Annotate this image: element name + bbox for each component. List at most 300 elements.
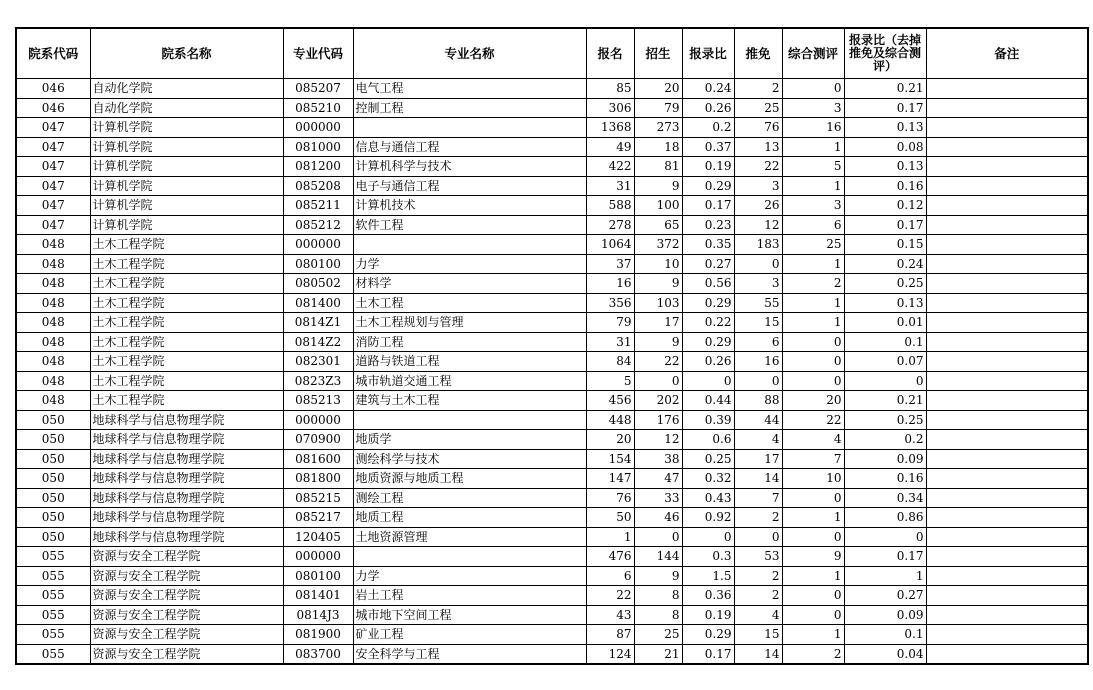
cell-adjusted-ratio: 0.21 [844,79,926,99]
cell-dept-name: 自动化学院 [90,98,283,118]
cell-major-code: 081401 [283,586,353,606]
cell-adjusted-ratio: 1 [844,566,926,586]
cell-ratio: 0.22 [682,313,734,333]
cell-evaluation: 7 [782,449,844,469]
cell-remarks [926,469,1088,489]
cell-major-name: 测绘工程 [353,488,586,508]
cell-applicants: 154 [586,449,634,469]
cell-evaluation: 1 [782,625,844,645]
cell-evaluation: 1 [782,293,844,313]
cell-evaluation: 22 [782,410,844,430]
cell-recommended: 0 [734,527,782,547]
cell-enrollment: 8 [634,586,682,606]
cell-ratio: 0.17 [682,196,734,216]
cell-evaluation: 6 [782,215,844,235]
cell-recommended: 2 [734,586,782,606]
cell-applicants: 79 [586,313,634,333]
cell-major-name [353,235,586,255]
cell-adjusted-ratio: 0.12 [844,196,926,216]
cell-dept-code: 050 [16,488,90,508]
header-ratio: 报录比 [682,28,734,79]
cell-remarks [926,547,1088,567]
cell-recommended: 13 [734,137,782,157]
cell-major-code: 081400 [283,293,353,313]
header-enrollment: 招生 [634,28,682,79]
cell-applicants: 1064 [586,235,634,255]
cell-applicants: 422 [586,157,634,177]
cell-major-name: 建筑与土木工程 [353,391,586,411]
cell-applicants: 456 [586,391,634,411]
cell-dept-code: 055 [16,644,90,664]
cell-adjusted-ratio: 0 [844,371,926,391]
cell-major-code: 000000 [283,118,353,138]
cell-dept-name: 土木工程学院 [90,313,283,333]
header-remarks: 备注 [926,28,1088,79]
cell-recommended: 4 [734,605,782,625]
cell-dept-code: 050 [16,430,90,450]
table-body [16,79,1088,665]
table-row [16,644,1088,664]
cell-evaluation: 2 [782,644,844,664]
cell-recommended: 2 [734,566,782,586]
cell-remarks [926,508,1088,528]
cell-evaluation: 1 [782,566,844,586]
cell-ratio: 0.56 [682,274,734,294]
header-adjusted-ratio: 报录比（去掉推免及综合测评） [844,28,926,79]
cell-adjusted-ratio: 0.13 [844,157,926,177]
cell-ratio: 0.43 [682,488,734,508]
cell-enrollment: 9 [634,274,682,294]
cell-recommended: 2 [734,79,782,99]
header-applicants: 报名 [586,28,634,79]
cell-ratio: 0.35 [682,235,734,255]
cell-ratio: 0.24 [682,79,734,99]
table-row [16,196,1088,216]
cell-enrollment: 100 [634,196,682,216]
cell-recommended: 55 [734,293,782,313]
cell-enrollment: 47 [634,469,682,489]
cell-ratio: 0.29 [682,332,734,352]
cell-recommended: 26 [734,196,782,216]
cell-evaluation: 1 [782,254,844,274]
cell-applicants: 84 [586,352,634,372]
table-row [16,176,1088,196]
cell-enrollment: 22 [634,352,682,372]
cell-adjusted-ratio: 0.07 [844,352,926,372]
cell-major-name: 土地资源管理 [353,527,586,547]
cell-dept-code: 048 [16,235,90,255]
cell-adjusted-ratio: 0.24 [844,254,926,274]
cell-dept-name: 土木工程学院 [90,235,283,255]
cell-enrollment: 176 [634,410,682,430]
cell-applicants: 31 [586,176,634,196]
cell-ratio: 0.44 [682,391,734,411]
cell-enrollment: 25 [634,625,682,645]
table-row [16,391,1088,411]
cell-recommended: 3 [734,274,782,294]
cell-ratio: 0.6 [682,430,734,450]
cell-dept-name: 地球科学与信息物理学院 [90,488,283,508]
cell-applicants: 76 [586,488,634,508]
cell-dept-code: 055 [16,547,90,567]
cell-enrollment: 12 [634,430,682,450]
cell-applicants: 278 [586,215,634,235]
cell-ratio: 0.23 [682,215,734,235]
table-row [16,235,1088,255]
cell-recommended: 0 [734,371,782,391]
cell-dept-code: 048 [16,371,90,391]
table-row [16,79,1088,99]
cell-ratio: 0.27 [682,254,734,274]
cell-evaluation: 0 [782,488,844,508]
cell-dept-name: 自动化学院 [90,79,283,99]
cell-major-name: 土木工程规划与管理 [353,313,586,333]
cell-dept-name: 计算机学院 [90,157,283,177]
cell-applicants: 43 [586,605,634,625]
cell-major-name: 力学 [353,254,586,274]
cell-major-code: 085213 [283,391,353,411]
cell-evaluation: 20 [782,391,844,411]
cell-dept-code: 055 [16,625,90,645]
cell-dept-code: 050 [16,469,90,489]
cell-dept-code: 047 [16,137,90,157]
cell-evaluation: 3 [782,196,844,216]
cell-remarks [926,449,1088,469]
table-row [16,586,1088,606]
cell-ratio: 1.5 [682,566,734,586]
cell-applicants: 31 [586,332,634,352]
cell-dept-name: 地球科学与信息物理学院 [90,410,283,430]
cell-major-name: 电子与通信工程 [353,176,586,196]
cell-remarks [926,254,1088,274]
cell-major-code: 085217 [283,508,353,528]
table-row [16,605,1088,625]
cell-enrollment: 81 [634,157,682,177]
table-row [16,254,1088,274]
cell-dept-name: 计算机学院 [90,118,283,138]
cell-major-code: 0814J3 [283,605,353,625]
table-row [16,352,1088,372]
cell-major-name [353,118,586,138]
cell-major-name: 计算机技术 [353,196,586,216]
cell-applicants: 50 [586,508,634,528]
cell-applicants: 147 [586,469,634,489]
cell-dept-name: 资源与安全工程学院 [90,547,283,567]
cell-evaluation: 4 [782,430,844,450]
cell-recommended: 76 [734,118,782,138]
cell-recommended: 53 [734,547,782,567]
cell-major-name: 地质工程 [353,508,586,528]
cell-dept-name: 资源与安全工程学院 [90,566,283,586]
cell-applicants: 306 [586,98,634,118]
cell-major-name: 消防工程 [353,332,586,352]
cell-evaluation: 1 [782,508,844,528]
cell-applicants: 5 [586,371,634,391]
cell-dept-code: 047 [16,118,90,138]
table-row [16,449,1088,469]
cell-applicants: 1368 [586,118,634,138]
cell-adjusted-ratio: 0.01 [844,313,926,333]
cell-dept-name: 地球科学与信息物理学院 [90,449,283,469]
cell-recommended: 2 [734,508,782,528]
cell-dept-name: 地球科学与信息物理学院 [90,508,283,528]
cell-ratio: 0.37 [682,137,734,157]
cell-major-code: 120405 [283,527,353,547]
table-row [16,488,1088,508]
cell-major-code: 0814Z1 [283,313,353,333]
cell-adjusted-ratio: 0.16 [844,469,926,489]
cell-major-code: 0823Z3 [283,371,353,391]
cell-remarks [926,352,1088,372]
header-major-name: 专业名称 [353,28,586,79]
cell-recommended: 4 [734,430,782,450]
cell-enrollment: 79 [634,98,682,118]
cell-dept-name: 资源与安全工程学院 [90,605,283,625]
cell-adjusted-ratio: 0.1 [844,332,926,352]
cell-major-name: 土木工程 [353,293,586,313]
cell-adjusted-ratio: 0.04 [844,644,926,664]
admission-ratio-table [15,27,1089,665]
cell-major-name [353,410,586,430]
cell-enrollment: 20 [634,79,682,99]
cell-recommended: 88 [734,391,782,411]
cell-adjusted-ratio: 0.17 [844,547,926,567]
cell-enrollment: 33 [634,488,682,508]
cell-applicants: 476 [586,547,634,567]
cell-recommended: 12 [734,215,782,235]
cell-enrollment: 372 [634,235,682,255]
cell-dept-name: 计算机学院 [90,215,283,235]
cell-recommended: 183 [734,235,782,255]
cell-dept-code: 048 [16,352,90,372]
cell-recommended: 25 [734,98,782,118]
table-row [16,547,1088,567]
header-recommended: 推免 [734,28,782,79]
cell-recommended: 3 [734,176,782,196]
cell-dept-name: 土木工程学院 [90,332,283,352]
cell-adjusted-ratio: 0.15 [844,235,926,255]
cell-dept-name: 土木工程学院 [90,293,283,313]
cell-ratio: 0 [682,371,734,391]
cell-major-code: 081000 [283,137,353,157]
cell-dept-name: 资源与安全工程学院 [90,625,283,645]
table-row [16,527,1088,547]
cell-evaluation: 0 [782,586,844,606]
cell-ratio: 0.3 [682,547,734,567]
cell-adjusted-ratio: 0.1 [844,625,926,645]
table-row [16,118,1088,138]
table-row [16,98,1088,118]
cell-applicants: 37 [586,254,634,274]
cell-ratio: 0.25 [682,449,734,469]
cell-ratio: 0.2 [682,118,734,138]
cell-remarks [926,98,1088,118]
cell-adjusted-ratio: 0.27 [844,586,926,606]
cell-applicants: 87 [586,625,634,645]
cell-remarks [926,79,1088,99]
cell-dept-code: 050 [16,527,90,547]
cell-major-code: 080502 [283,274,353,294]
cell-adjusted-ratio: 0.2 [844,430,926,450]
header-dept-name: 院系名称 [90,28,283,79]
cell-dept-name: 计算机学院 [90,196,283,216]
cell-evaluation: 10 [782,469,844,489]
table-row [16,371,1088,391]
cell-ratio: 0.36 [682,586,734,606]
cell-major-name [353,547,586,567]
cell-adjusted-ratio: 0.08 [844,137,926,157]
cell-dept-name: 土木工程学院 [90,371,283,391]
cell-adjusted-ratio: 0 [844,527,926,547]
cell-ratio: 0.26 [682,98,734,118]
cell-applicants: 85 [586,79,634,99]
cell-major-code: 000000 [283,547,353,567]
cell-applicants: 356 [586,293,634,313]
cell-enrollment: 103 [634,293,682,313]
table-row [16,157,1088,177]
cell-major-code: 085212 [283,215,353,235]
cell-dept-code: 048 [16,391,90,411]
cell-ratio: 0.19 [682,605,734,625]
cell-enrollment: 202 [634,391,682,411]
cell-evaluation: 0 [782,79,844,99]
cell-recommended: 17 [734,449,782,469]
table-row [16,469,1088,489]
cell-major-name: 控制工程 [353,98,586,118]
cell-major-code: 081600 [283,449,353,469]
cell-evaluation: 5 [782,157,844,177]
cell-enrollment: 0 [634,371,682,391]
cell-dept-name: 土木工程学院 [90,391,283,411]
cell-major-name: 安全科学与工程 [353,644,586,664]
cell-remarks [926,137,1088,157]
cell-applicants: 49 [586,137,634,157]
cell-applicants: 22 [586,586,634,606]
cell-major-code: 070900 [283,430,353,450]
cell-dept-name: 计算机学院 [90,176,283,196]
cell-recommended: 0 [734,254,782,274]
cell-dept-code: 048 [16,274,90,294]
cell-major-code: 081800 [283,469,353,489]
header-dept-code: 院系代码 [16,28,90,79]
cell-enrollment: 46 [634,508,682,528]
cell-dept-name: 土木工程学院 [90,352,283,372]
cell-remarks [926,293,1088,313]
cell-ratio: 0.39 [682,410,734,430]
cell-evaluation: 1 [782,137,844,157]
cell-dept-code: 050 [16,508,90,528]
cell-evaluation: 1 [782,313,844,333]
cell-evaluation: 16 [782,118,844,138]
table-row [16,410,1088,430]
table-row [16,293,1088,313]
cell-adjusted-ratio: 0.25 [844,410,926,430]
cell-major-code: 080100 [283,566,353,586]
cell-applicants: 448 [586,410,634,430]
cell-major-name: 道路与铁道工程 [353,352,586,372]
cell-dept-code: 048 [16,293,90,313]
table-row [16,137,1088,157]
cell-dept-code: 055 [16,605,90,625]
cell-remarks [926,118,1088,138]
cell-evaluation: 9 [782,547,844,567]
cell-major-code: 085215 [283,488,353,508]
cell-recommended: 15 [734,313,782,333]
cell-remarks [926,332,1088,352]
cell-evaluation: 0 [782,527,844,547]
cell-ratio: 0.29 [682,176,734,196]
cell-dept-code: 047 [16,157,90,177]
cell-remarks [926,196,1088,216]
cell-major-code: 000000 [283,410,353,430]
cell-major-name: 信息与通信工程 [353,137,586,157]
table-row [16,313,1088,333]
cell-major-name: 城市轨道交通工程 [353,371,586,391]
cell-dept-code: 048 [16,332,90,352]
cell-dept-name: 地球科学与信息物理学院 [90,527,283,547]
cell-dept-code: 055 [16,566,90,586]
table-row [16,625,1088,645]
cell-remarks [926,176,1088,196]
cell-dept-code: 046 [16,79,90,99]
cell-enrollment: 38 [634,449,682,469]
cell-enrollment: 8 [634,605,682,625]
cell-remarks [926,605,1088,625]
cell-major-code: 085207 [283,79,353,99]
cell-remarks [926,313,1088,333]
cell-dept-name: 土木工程学院 [90,254,283,274]
cell-remarks [926,566,1088,586]
cell-adjusted-ratio: 0.34 [844,488,926,508]
cell-remarks [926,625,1088,645]
cell-remarks [926,157,1088,177]
cell-major-name: 软件工程 [353,215,586,235]
table-row [16,566,1088,586]
cell-dept-name: 土木工程学院 [90,274,283,294]
cell-evaluation: 0 [782,332,844,352]
cell-adjusted-ratio: 0.17 [844,215,926,235]
cell-remarks [926,235,1088,255]
cell-dept-name: 资源与安全工程学院 [90,586,283,606]
cell-remarks [926,371,1088,391]
cell-dept-code: 048 [16,254,90,274]
cell-enrollment: 273 [634,118,682,138]
cell-applicants: 6 [586,566,634,586]
cell-major-code: 081200 [283,157,353,177]
cell-remarks [926,586,1088,606]
header-evaluation: 综合测评 [782,28,844,79]
cell-ratio: 0.26 [682,352,734,372]
cell-dept-code: 050 [16,449,90,469]
cell-major-code: 081900 [283,625,353,645]
cell-applicants: 16 [586,274,634,294]
cell-major-code: 000000 [283,235,353,255]
cell-recommended: 16 [734,352,782,372]
cell-applicants: 124 [586,644,634,664]
cell-adjusted-ratio: 0.21 [844,391,926,411]
cell-ratio: 0.29 [682,293,734,313]
table-row [16,430,1088,450]
cell-ratio: 0.32 [682,469,734,489]
cell-adjusted-ratio: 0.16 [844,176,926,196]
cell-dept-name: 地球科学与信息物理学院 [90,469,283,489]
cell-enrollment: 0 [634,527,682,547]
cell-ratio: 0.92 [682,508,734,528]
cell-ratio: 0.29 [682,625,734,645]
cell-dept-code: 050 [16,410,90,430]
cell-remarks [926,527,1088,547]
cell-enrollment: 9 [634,332,682,352]
